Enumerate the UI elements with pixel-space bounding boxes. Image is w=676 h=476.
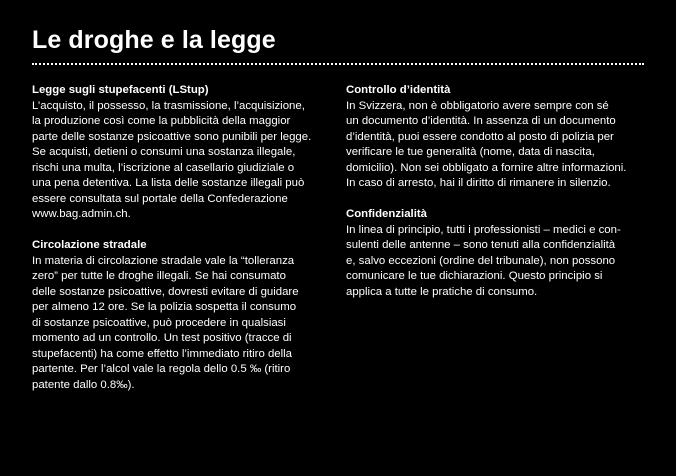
body-line: rischi una multa, l’iscrizione al casellario giudiziale o	[32, 161, 295, 174]
body-line: verificare le tue generalità (nome, data di nascita,	[346, 146, 595, 158]
dotted-divider	[32, 63, 644, 65]
body-line: patente dallo 0.8‰).	[32, 378, 135, 391]
body-line: In caso di arresto, hai il diritto di rimanere in silenzio.	[346, 177, 611, 189]
right-column	[346, 83, 646, 316]
section-heading: Legge sugli stupefacenti (LStup)	[32, 84, 209, 96]
body-line: delle sostanze psicoattive, dovresti evitare di guidare	[32, 285, 299, 298]
body-line: per almeno 12 ore. Se la polizia sospetta il consumo	[32, 301, 297, 313]
body-line: una pena detentiva. La lista delle sostanze illegali può	[32, 177, 305, 189]
section-controllo-identita	[346, 83, 646, 192]
body-line: stupefacenti) ha come effetto l’immediato ritiro della	[32, 347, 293, 360]
body-line: domicilio). Non sei obbligato a fornire altre informazioni.	[346, 161, 627, 174]
body-line: comunicare le tue dichiarazioni. Questo principio si	[346, 270, 603, 282]
body-line: d’identità, puoi essere condotto al posto di polizia per	[346, 130, 614, 143]
section-heading: Controllo d’identità	[346, 84, 451, 96]
section-confidenzialita	[346, 207, 646, 300]
left-column	[32, 83, 324, 409]
body-line: applica a tutte le pratiche di consumo.	[346, 285, 538, 298]
body-line: parte delle sostanze psicoattive sono punibili per legge.	[32, 130, 312, 143]
body-line: In Svizzera, non è obbligatorio avere sempre con sé	[346, 99, 609, 112]
page-title: Le droghe e la legge	[32, 26, 276, 54]
section-heading: Confidenzialità	[346, 208, 428, 220]
body-line: In linea di principio, tutti i professionisti – medici e con-	[346, 223, 621, 236]
body-line: zero” per tutte le droghe illegali. Se hai consumato	[32, 270, 286, 282]
body-line: L’acquisto, il possesso, la trasmissione, l’acquisizione,	[32, 99, 305, 112]
body-line: la produzione così come la pubblicità della maggior	[32, 115, 291, 127]
body-line: sulenti delle antenne – sono tenuti alla confidenzialità	[346, 239, 616, 251]
body-line: e, salvo eccezioni (ordine del tribunale), non possono	[346, 254, 616, 267]
body-line: di sostanze psicoattive, può procedere in qualsiasi	[32, 316, 286, 329]
section-legge-stupefacenti	[32, 83, 324, 223]
body-line: www.bag.admin.ch.	[32, 208, 131, 220]
body-line: momento ad un controllo. Un test positivo (tracce di	[32, 332, 292, 344]
body-line: un documento d’identità. In assenza di un documento	[346, 115, 616, 127]
body-line: Se acquisti, detieni o consumi una sostanza illegale,	[32, 146, 296, 158]
body-line: In materia di circolazione stradale vale la “tolleranza	[32, 254, 295, 267]
body-line: partente. Per l’alcol vale la regola dello 0.5 ‰ (ritiro	[32, 363, 291, 375]
body-line: essere consultata sul portale della Confederazione	[32, 192, 288, 205]
section-heading: Circolazione stradale	[32, 239, 147, 251]
section-circolazione-stradale	[32, 238, 324, 393]
